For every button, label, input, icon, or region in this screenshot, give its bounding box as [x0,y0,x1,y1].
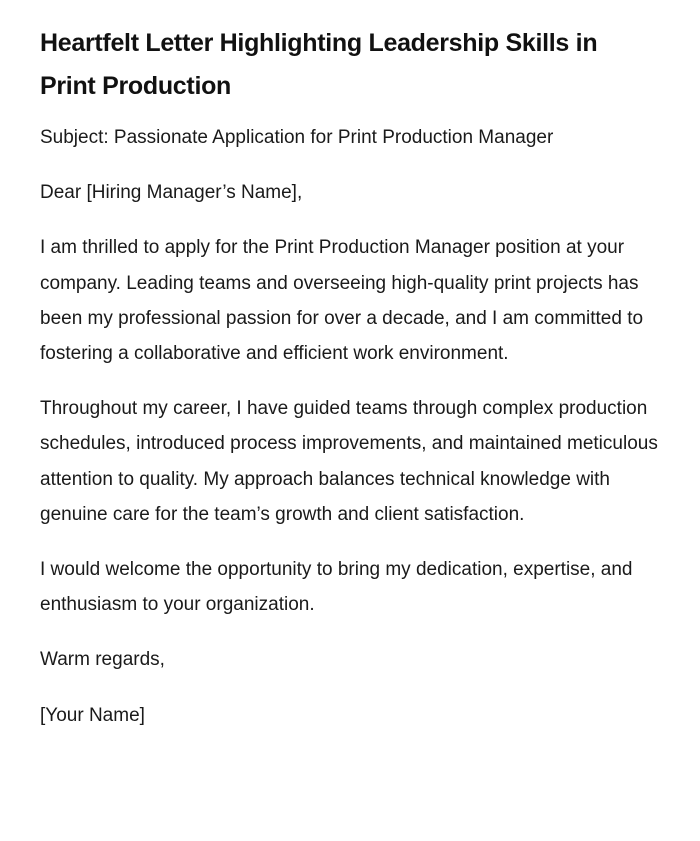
letter-salutation: Dear [Hiring Manager’s Name], [40,182,303,204]
letter-title: Heartfelt Letter Highlighting Leadership Skills in Print Production [40,29,598,100]
letter-signature: [Your Name] [40,704,145,726]
letter-sign-off: Warm regards, [40,649,165,671]
letter-subject: Subject: Passionate Application for Print Production Manager [40,127,554,148]
letter-paragraph-intro: I am thrilled to apply for the Print Production Manager position at your company. Leading teams and overseeing high-quality print projects has been my professional passion for over a decade, and I am committed to fostering a collaborative and efficient work environment. [40,237,644,365]
letter-paragraph-closing: I would welcome the opportunity to bring my dedication, expertise, and enthusiasm to your organization. [40,559,633,616]
letter-paragraph-experience: Throughout my career, I have guided teams through complex production schedules, introduced process improvements, and maintained meticulous attention to quality. My approach balances technical knowledge with genuine care for the team’s growth and client satisfaction. [40,398,658,525]
